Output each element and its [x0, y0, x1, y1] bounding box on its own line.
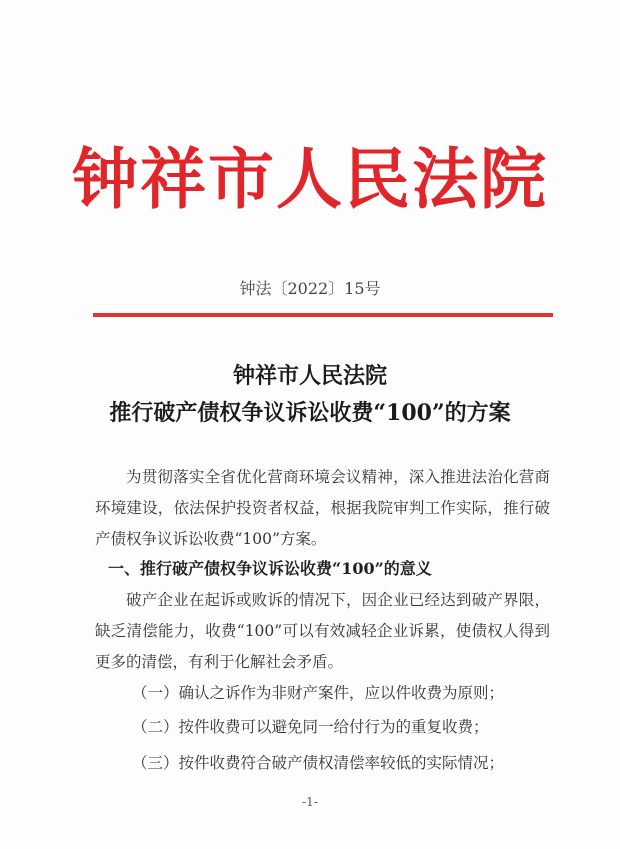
- list-item: （二）按件收费可以避免同一给付行为的重复收费；: [132, 718, 489, 736]
- court-masthead: 钟祥市人民法院: [72, 140, 548, 218]
- red-divider-line: [93, 313, 553, 317]
- document-title-line2: 推行破产债权争议诉讼收费“100”的方案: [109, 400, 511, 426]
- section-paragraph-1: 破产企业在起诉或败诉的情况下，因企业已经达到破产界限，缺乏清偿能力，收费“100”可以有效减轻企业诉累，使债权人得到更多的清偿，有利于化解社会矛盾。: [95, 591, 550, 671]
- list-item: （三）按件收费符合破产债权清偿率较低的实际情况；: [132, 754, 505, 772]
- list-item: （一）确认之诉作为非财产案件，应以件收费为原则；: [132, 684, 505, 702]
- intro-paragraph: 为贯彻落实全省优化营商环境会议精神，深入推进法治化营商环境建设，依法保护投资者权益，根据我院审判工作实际，推行破产债权争议诉讼收费“100”方案。: [95, 468, 550, 548]
- page-number: -1-: [302, 795, 318, 809]
- section-heading-1: 一、推行破产债权争议诉讼收费“100”的意义: [108, 559, 432, 578]
- document-number: 钟法〔2022〕15号: [239, 279, 381, 298]
- document-title-line1: 钟祥市人民法院: [232, 363, 387, 389]
